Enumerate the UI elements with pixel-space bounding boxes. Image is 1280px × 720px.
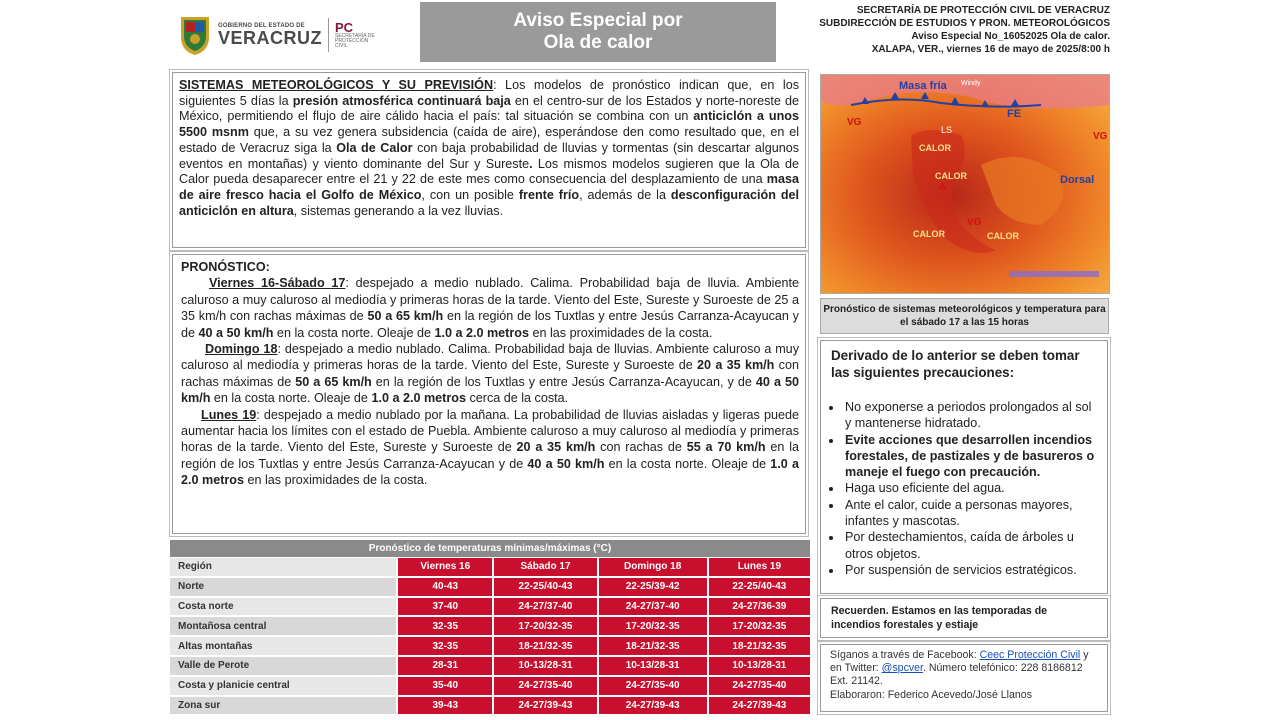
temperature-cell: 24-27/39-43: [708, 696, 810, 716]
forecast-bold: 1.0 a 2.0 metros: [434, 325, 529, 340]
forecast-bold: 1.0 a 2.0 metros: [181, 456, 799, 488]
column-header: Región: [170, 558, 397, 577]
systems-text: , sistemas generando a la vez lluvias.: [293, 203, 504, 218]
gov-label: GOBIERNO DEL ESTADO DE: [218, 23, 305, 29]
contact-text: y en Twitter:: [830, 649, 1089, 675]
systems-text: : Los modelos de pronóstico indican que, en los siguientes 5 días la: [179, 78, 799, 108]
forecast-text: con rachas de: [595, 440, 687, 455]
forecast-bold: 50 a 65 km/h: [367, 309, 444, 324]
map-label-ls: LS: [941, 125, 953, 135]
systems-bold: Ola de Calor: [336, 140, 413, 155]
temperature-cell: 32-35: [397, 636, 493, 656]
systems-text: que, a su vez genera subsidencia (caída de aire), esperándose den como resultado que, en el estado de Veracruz siga la: [179, 125, 799, 155]
map-label-vg: VG: [967, 217, 982, 228]
contact-panel: [820, 644, 1108, 712]
systems-text: , con un posible: [421, 187, 519, 202]
table-row: [170, 676, 810, 696]
forecast-text: en la región de los Tuxtlas y entre Jesús Carranza-Acayucan, y de: [371, 374, 756, 389]
temperature-cell: 22-25/39-42: [598, 577, 708, 597]
forecast-text: en la región de los Tuxtlas y entre Jesús Carranza-Acayucan y de: [181, 309, 799, 340]
temperature-cell: 24-27/35-40: [598, 676, 708, 696]
forecast-text: en las proximidades de la costa.: [244, 473, 428, 488]
temperature-cell: 24-27/35-40: [708, 676, 810, 696]
forecast-text: : despejado a medio nublado. Calima. Probabilidad baja de lluvias. Ambiente caluroso a muy caluroso al mediodía y primeras horas de la tarde. Viento del Este, Sureste y Suroeste de: [181, 342, 799, 373]
temperature-cell: 24-27/39-43: [598, 696, 708, 716]
temperature-cell: 17-20/32-35: [598, 616, 708, 636]
forecast-heading: PRONÓSTICO:: [181, 260, 270, 274]
precautions-title: Derivado de lo anterior se deben tomar las siguientes precauciones:: [831, 348, 1080, 380]
coat-of-arms-icon: [178, 13, 212, 57]
notice-number: Aviso Especial No_16052025 Ola de calor.: [911, 31, 1110, 42]
temperature-cell: 24-27/37-40: [598, 597, 708, 617]
document-title: [420, 2, 776, 62]
forecast-bold: 40 a 50 km/h: [198, 325, 274, 340]
temperature-cell: 10-13/28-31: [598, 656, 708, 676]
region-cell: Zona sur: [170, 696, 397, 716]
agency-name: SECRETARÍA DE PROTECCIÓN CIVIL DE VERACRUZ: [856, 5, 1110, 16]
temperature-cell: 37-40: [397, 597, 493, 617]
temperature-cell: 18-21/32-35: [598, 636, 708, 656]
list-item: • No exponerse a periodos prolongados al sol y mantenerse hidratado.: [843, 399, 1097, 432]
list-item: • Evite acciones que desarrollen incendios forestales, de pastizales y de basureros o maneje el fuego con precaución.: [843, 432, 1097, 481]
systems-text: Los mismos modelos sugieren que la Ola de Calor pueda desaparecer entre el 21 y 22 de este mes como consecuencia del desplazamiento de una: [179, 156, 799, 187]
systems-panel: [172, 72, 806, 248]
map-label-calor: CALOR: [913, 229, 945, 239]
title-line-2: Ola de calor: [543, 32, 653, 53]
map-label-fe: FE: [1007, 108, 1022, 120]
map-label-vg: VG: [847, 117, 862, 128]
precautions-panel: [820, 340, 1108, 594]
temperature-cell: 24-27/35-40: [493, 676, 597, 696]
temperature-cell: 22-25/40-43: [708, 577, 810, 597]
region-cell: Norte: [170, 577, 397, 597]
weather-map-graphic: [821, 75, 1109, 293]
day-label: Viernes 16-Sábado 17: [209, 276, 346, 291]
season-reminder: Recuerden. Estamos en las temporadas de incendios forestales y estiaje: [820, 598, 1108, 638]
forecast-day-friday-saturday: [181, 275, 799, 341]
map-label-vg: VG: [1093, 131, 1108, 142]
state-name: VERACRUZ: [218, 28, 323, 48]
map-label-a: A: [939, 182, 947, 193]
table-row: [170, 616, 810, 636]
list-item: • Por destechamientos, caída de árboles u otros objetos.: [843, 529, 1097, 562]
table-row: [170, 696, 810, 716]
systems-heading: SISTEMAS METEOROLÓGICOS Y SU PREVISIÓN: [179, 78, 494, 92]
temperature-cell: 24-27/36-39: [708, 597, 810, 617]
region-cell: Valle de Perote: [170, 656, 397, 676]
temperature-cell: 24-27/37-40: [493, 597, 597, 617]
temperature-cell: 10-13/28-31: [708, 656, 810, 676]
systems-bold: presión atmosférica continuará baja: [292, 93, 511, 108]
temperature-cell: 17-20/32-35: [493, 616, 597, 636]
temperature-cell: 24-27/39-43: [493, 696, 597, 716]
temperature-cell: 28-31: [397, 656, 493, 676]
forecast-text: : despejado a medio nublado. Calima. Probabilidad baja de lluvia. Ambiente caluroso a muy caluroso al mediodía y primeras horas de la tarde. Viento del Este, Sureste y Suroeste de 25 a 35 km/h con rachas máximas de: [181, 276, 799, 324]
day-label: Lunes 19: [201, 407, 257, 422]
temperature-table-title: Pronóstico de temperaturas mínimas/máximas (°C): [170, 540, 810, 557]
forecast-text: en las proximidades de la costa.: [528, 325, 713, 340]
systems-bold: anticiclón a unos 5500 msnm: [179, 109, 799, 140]
forecast-bold: 40 a 50 km/h: [181, 374, 799, 406]
temperature-cell: 17-20/32-35: [708, 616, 810, 636]
facebook-link[interactable]: Ceec Protección Civil: [979, 649, 1081, 661]
systems-bold: masa de aire fresco hacia el Golfo de México: [179, 172, 799, 202]
map-label-calor: CALOR: [919, 143, 951, 153]
contact-text: Síganos a través de Facebook:: [830, 649, 980, 661]
region-cell: Montañosa central: [170, 616, 397, 636]
windy-watermark: Windy: [961, 80, 981, 87]
forecast-text: en la costa norte. Oleaje de: [210, 391, 372, 406]
title-line-1: Aviso Especial por: [513, 10, 683, 31]
pc-sub-text: SECRETARÍA DE PROTECCIÓN CIVIL: [335, 33, 375, 49]
temperature-cell: 35-40: [397, 676, 493, 696]
region-cell: Costa y planicie central: [170, 676, 397, 696]
forecast-text: en la costa norte. Oleaje de: [273, 325, 435, 340]
systems-bold: desconfiguración del anticiclón en altura: [179, 187, 800, 218]
table-row: [170, 577, 810, 597]
twitter-link[interactable]: @spcver: [881, 662, 923, 675]
region-cell: Altas montañas: [170, 636, 397, 656]
column-header: Domingo 18: [598, 558, 708, 577]
map-label-calor: CALOR: [935, 171, 967, 181]
authors: Elaboraron: Federico Acevedo/José Llanos: [830, 688, 1032, 701]
map-label-calor: CALOR: [987, 231, 1019, 241]
table-row: [170, 597, 810, 617]
forecast-bold: 20 a 35 km/h: [697, 358, 775, 373]
forecast-text: en la región de los Tuxtlas y entre Jesús Carranza-Acayucan y de: [181, 440, 799, 471]
temperature-cell: 10-13/28-31: [493, 656, 597, 676]
forecast-text: cerca de la costa.: [465, 391, 569, 406]
column-header: Sábado 17: [493, 558, 597, 577]
systems-bold: .: [529, 156, 533, 171]
temperature-cell: 18-21/32-35: [708, 636, 810, 656]
precautions-list: [831, 399, 1097, 578]
logo-divider: [328, 18, 329, 52]
column-header: Lunes 19: [708, 558, 810, 577]
subdirection-name: SUBDIRECCIÓN DE ESTUDIOS Y PRON. METEOROLÓGICOS: [819, 18, 1110, 29]
contact-text: . Número telefónico: 228 8186812 Ext. 21142.: [830, 662, 1083, 688]
forecast-bold: 20 a 35 km/h: [516, 440, 596, 455]
list-item: • Por suspensión de servicios estratégicos.: [843, 562, 1097, 578]
map-label-dorsal: Dorsal: [1060, 174, 1095, 186]
systems-text: con baja probabilidad de lluvias y tormentas (sin descartar algunos eventos en montañas) y viento dominante del Sur y Sureste: [179, 140, 800, 171]
list-item: • Ante el calor, cuide a personas mayores, infantes y mascotas.: [843, 497, 1097, 530]
systems-text: , además de la: [579, 187, 671, 202]
forecast-bold: 55 a 70 km/h: [686, 440, 766, 455]
region-cell: Costa norte: [170, 597, 397, 617]
temperature-cell: 39-43: [397, 696, 493, 716]
temperature-cell: 18-21/32-35: [493, 636, 597, 656]
temperature-table: [170, 558, 810, 716]
forecast-bold: 40 a 50 km/h: [527, 456, 605, 471]
forecast-bold: 1.0 a 2.0 metros: [371, 391, 466, 406]
issue-date: XALAPA, VER., viernes 16 de mayo de 2025/8:00 h: [871, 44, 1110, 55]
table-row: [170, 636, 810, 656]
map-caption: Pronóstico de sistemas meteorológicos y temperatura para el sábado 17 a las 15 horas: [820, 298, 1109, 334]
pc-logo-text: PC: [335, 20, 354, 35]
forecast-text: : despejado a medio nublado por la mañana. La probabilidad de lluvias aisladas y ligeras puede aumentar hacia los límites con el estado de Puebla. Ambiente caluroso a muy caluroso al mediodía y primeras horas de la tarde. Viento del Este, Sureste y Suroeste de: [181, 407, 799, 455]
column-header: Viernes 16: [397, 558, 493, 577]
table-row: [170, 656, 810, 676]
list-item: • Haga uso eficiente del agua.: [843, 480, 1097, 496]
forecast-day-sunday: [181, 341, 799, 407]
forecast-panel: [172, 254, 806, 534]
map-label-masa: Masa fría: [899, 80, 947, 92]
forecast-text: en la costa norte. Oleaje de: [604, 456, 771, 471]
weather-map: [820, 74, 1110, 294]
veracruz-logo: [178, 12, 388, 58]
forecast-bold: 50 a 65 km/h: [295, 374, 372, 389]
temperature-cell: 22-25/40-43: [493, 577, 597, 597]
forecast-day-monday: [181, 407, 799, 489]
temperature-cell: 40-43: [397, 577, 493, 597]
systems-bold: frente frío: [518, 187, 580, 202]
forecast-text: con rachas máximas de: [181, 358, 799, 389]
header-info: [819, 4, 1110, 56]
table-header-row: [170, 558, 810, 577]
day-label: Domingo 18: [205, 342, 278, 357]
temperature-cell: 32-35: [397, 616, 493, 636]
systems-text: en el centro-sur de los Estados y norte-noreste de México, permitiendo el flujo de aire cálido hacia el país: tal situación se combina con un: [179, 93, 799, 124]
